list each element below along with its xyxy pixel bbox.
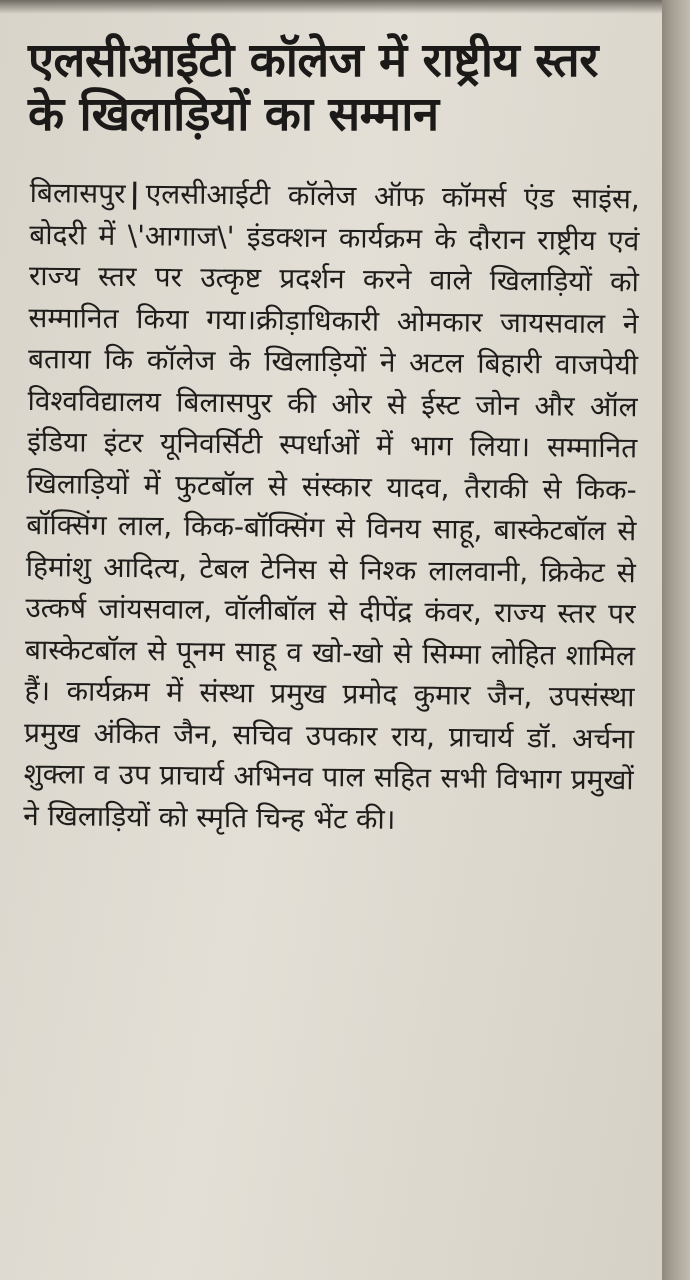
page-edge-background [662,0,690,1280]
dateline: बिलासपुर [29,175,126,211]
article-text: एलसीआईटी कॉलेज ऑफ कॉमर्स एंड साइंस, बोदरी में \'आगाज\' इंडक्शन कार्यक्रम के दौरान राष्ट्रीय एवं राज्य स्तर पर उत्कृष्ट प्रदर्शन करने वाले खिलाड़ियों को सम्मानित किया गया।क्रीड़ाधिकारी ओमकार जायसवाल ने बताया कि कॉलेज के खिलाड़ियों ने अटल बिहारी वाजपेयी विश्वविद्यालय बिलासपुर की ओर से ईस्ट जोन और ऑल इंडिया इंटर यूनिवर्सिटी स्पर्धाओं में भाग लिया। सम्मानित खिलाड़ियों में फुटबॉल से संस्कार यादव, तैराकी से किक-बॉक्सिंग लाल, किक-बॉक्सिंग से विनय साहू, बास्केटबॉल से हिमांशु आदित्य, टेबल टेनिस से निश्क लालवानी, क्रिकेट से उत्कर्ष जांयसवाल, वॉलीबॉल से दीपेंद्र कंवर, राज्य स्तर पर बास्केटबॉल से पूनम साहू व खो-खो से सिम्मा लोहित शामिल हैं। कार्यक्रम में संस्था प्रमुख प्रमोद कुमार जैन, उपसंस्था प्रमुख अंकित जैन, सचिव उपकार राय, प्राचार्य डॉ. अर्चना शुक्ला व उप प्राचार्य अभिनव पाल सहित सभी विभाग प्रमुखों ने खिलाड़ियों को स्मृति चिन्ह भेंट की। [23,177,640,836]
previous-article-edge [0,0,662,14]
dateline-separator: | [129,177,140,211]
article-body [23,172,640,842]
article-headline: एलसीआईटी कॉलेज में राष्ट्रीय स्तर के खिलाड़ियों का सम्मान [28,33,598,142]
